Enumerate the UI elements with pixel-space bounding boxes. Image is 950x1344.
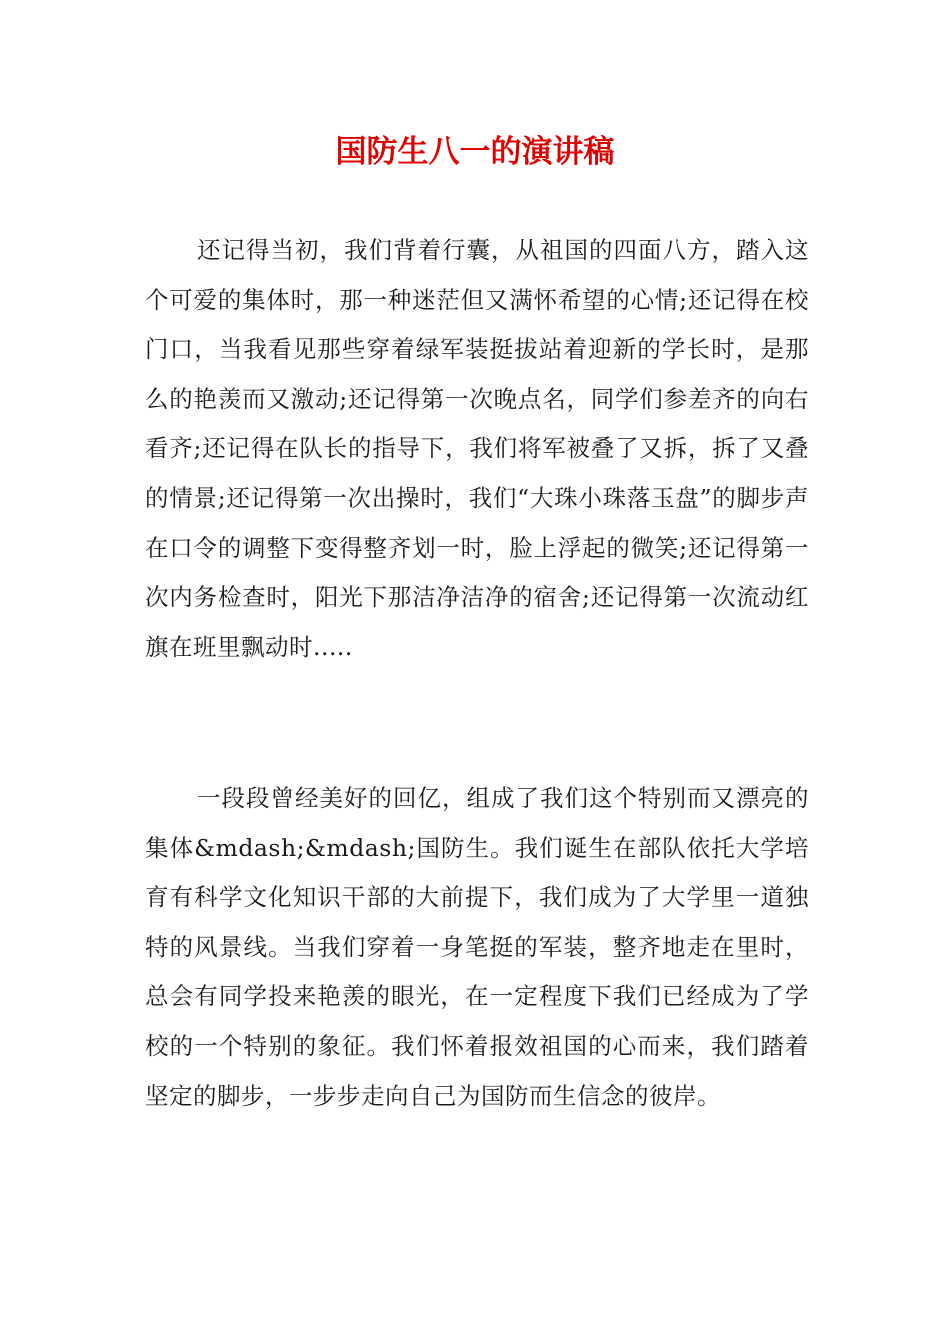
paragraph-2: 一段段曾经美好的回亿，组成了我们这个特别而又漂亮的集体&mdash;&mdash;国防生。我们诞生在部队依托大学培育有科学文化知识干部的大前提下，我们成为了大学里一道独特的风景线。当我们穿着一身笔挺的军装，整齐地走在里时，总会有同学投来艳羡的眼光，在一定程度下我们已经成为了学校的一个特别的象征。我们怀着报效祖国的心而来，我们踏着坚定的脚步，一步步走向自己为国防而生信念的彼岸。 xyxy=(145,784,809,1110)
paragraph-1: 还记得当初，我们背着行囊，从祖国的四面八方，踏入这个可爱的集体时，那一种迷茫但又满怀希望的心情;还记得在校门口，当我看见那些穿着绿军装挺拔站着迎新的学长时，是那么的艳羡而又激动;还记得第一次晚点名，同学们参差齐的向右看齐;还记得在队长的指导下，我们将军被叠了又拆，拆了又叠的情景;还记得第一次出操时，我们“大珠小珠落玉盘”的脚步声在口令的调整下变得整齐划一时，脸上浮起的微笑;还记得第一次内务检查时，阳光下那洁净洁净的宿舍;还记得第一次流动红旗在班里飘动时..... xyxy=(145,236,809,661)
document-title: 国防生八一的演讲稿 xyxy=(335,134,615,170)
